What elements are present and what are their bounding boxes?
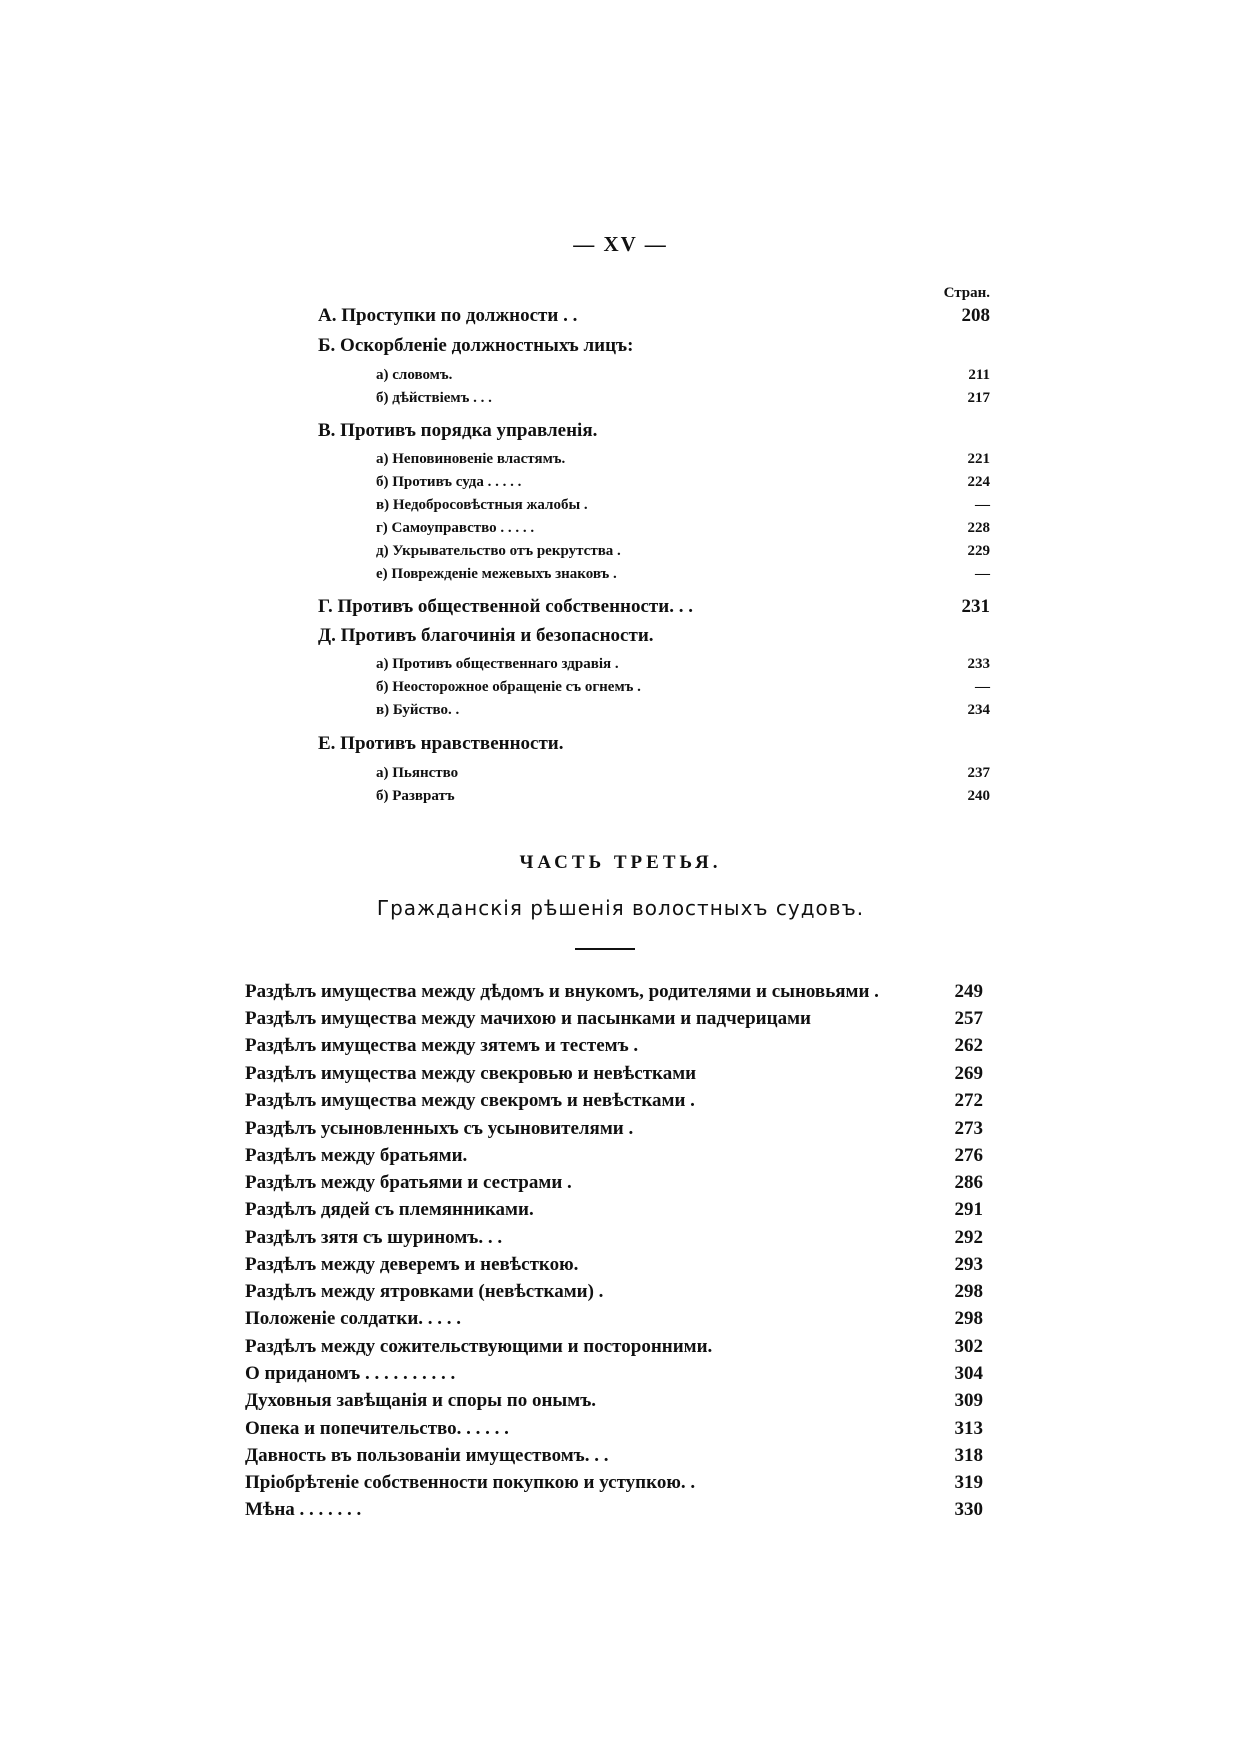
toc-label: Раздѣлъ дядей съ племянниками. [245,1199,534,1220]
toc-page: 298 [954,1308,983,1329]
toc-entry [376,474,990,491]
toc-label: Раздѣлъ имущества между дѣдомъ и внукомъ, родителями и сыновьями . [245,981,879,1002]
toc-entry [318,596,990,618]
toc-entry [245,1472,983,1494]
toc-label: Раздѣлъ усыновленныхъ съ усыновителями . [245,1118,634,1139]
toc-label: Раздѣлъ между ятровками (невѣстками) . [245,1281,604,1302]
toc-entry [245,1227,983,1249]
toc-entry [376,788,990,805]
toc-label: Давность въ пользованіи имуществомъ. . . [245,1445,609,1466]
toc-entry [245,1035,983,1057]
toc-entry [245,1145,983,1167]
toc-entry [245,1281,983,1303]
toc-label: В. Противъ порядка управленія. [318,420,598,441]
toc-label: д) Укрывательство отъ рекрутства . [376,543,621,559]
toc-label: Положеніе солдатки. . . . . [245,1308,462,1329]
toc-label: в) Буйство. . [376,702,460,718]
toc-entry [376,390,990,407]
toc-label: Раздѣлъ между деверемъ и невѣсткою. [245,1254,579,1275]
toc-label: Г. Противъ общественной собственности. . . [318,596,693,617]
toc-page: 233 [967,656,990,672]
toc-page: 292 [954,1227,983,1248]
toc-entry [376,543,990,560]
toc-entry [318,335,990,357]
toc-label: б) Противъ суда . . . . . [376,474,522,490]
toc-entry [376,451,990,468]
toc-entry [245,1254,983,1276]
toc-entry [376,520,990,537]
toc-page: 272 [954,1090,983,1111]
toc-label: б) Неосторожное обращеніе съ огнемъ . [376,679,641,695]
toc-entry [245,1308,983,1330]
toc-entry [318,625,990,647]
toc-page: 237 [967,765,990,781]
toc-label: Д. Противъ благочинія и безопасности. [318,625,654,646]
toc-label: А. Проступки по должности . . [318,305,578,326]
toc-page: 211 [968,367,990,383]
page-number: — XV — [573,232,668,256]
toc-label: Пріобрѣтеніе собственности покупкою и уступкою. . [245,1472,696,1493]
toc-label: Раздѣлъ между сожительствующими и посторонними. [245,1336,713,1357]
toc-page: 208 [961,305,990,326]
toc-page: 302 [954,1336,983,1357]
toc-entry [245,981,983,1003]
toc-label: б) Развратъ [376,788,455,804]
toc-page: 221 [967,451,990,467]
toc-page: 234 [967,702,990,718]
toc-page: 262 [954,1035,983,1056]
toc-entry [245,1390,983,1412]
part-title: ЧАСТЬ ТРЕТЬЯ. [519,852,722,873]
toc-page: 318 [954,1445,983,1466]
toc-entry [376,497,990,514]
toc-label: б) дѣйствіемъ . . . [376,390,492,406]
toc-label: Духовныя завѣщанія и споры по онымъ. [245,1390,597,1411]
part-subtitle: Гражданскія рѣшенія волостныхъ судовъ. [376,896,865,920]
toc-label: Раздѣлъ имущества между зятемъ и тестемъ . [245,1035,639,1056]
toc-page: 273 [954,1118,983,1139]
toc-entry [376,656,990,673]
toc-entry [245,1499,983,1521]
toc-entry [245,1063,983,1085]
toc-entry [245,1336,983,1358]
toc-page: 304 [954,1363,983,1384]
toc-page: 313 [954,1418,983,1439]
toc-label: Раздѣлъ зятя съ шуриномъ. . . [245,1227,503,1248]
toc-page: — [975,566,990,582]
page-column-label: Стран. [943,285,990,301]
toc-label: Раздѣлъ имущества между мачихою и пасынками и падчерицами [245,1008,811,1029]
toc-page: 298 [954,1281,983,1302]
toc-page: 269 [954,1063,983,1084]
toc-page: 231 [961,596,990,617]
toc-label: а) Противъ общественнаго здравія . [376,656,619,672]
toc-label: а) Пьянство [376,765,459,781]
toc-label: Опека и попечительство. . . . . . [245,1418,509,1439]
toc-entry [245,1008,983,1030]
toc-label: Е. Противъ нравственности. [318,733,564,754]
toc-page: 217 [967,390,990,406]
toc-label: О приданомъ . . . . . . . . . . [245,1363,456,1384]
toc-entry [245,1199,983,1221]
toc-entry [245,1363,983,1385]
toc-label: Раздѣлъ имущества между свекромъ и невѣстками . [245,1090,695,1111]
toc-entry [376,367,990,384]
toc-page: 319 [954,1472,983,1493]
toc-page: 286 [954,1172,983,1193]
toc-page: 224 [967,474,990,490]
toc-label: е) Поврежденіе межевыхъ знаковъ . [376,566,617,582]
toc-label: Раздѣлъ между братьями и сестрами . [245,1172,572,1193]
toc-page: 330 [954,1499,983,1520]
toc-page: — [975,679,990,695]
toc-entry [245,1418,983,1440]
toc-page: 276 [954,1145,983,1166]
toc-page: 291 [954,1199,983,1220]
toc-entry [245,1090,983,1112]
divider [575,948,635,950]
toc-label: Раздѣлъ имущества между свекровью и невѣстками [245,1063,697,1084]
toc-entry [245,1118,983,1140]
toc-page: 249 [954,981,983,1002]
toc-entry [376,765,990,782]
toc-label: а) Неповиновеніе властямъ. [376,451,566,467]
toc-label: г) Самоуправство . . . . . [376,520,535,536]
toc-entry [245,1445,983,1467]
toc-entry [245,1172,983,1194]
toc-entry [318,733,990,755]
toc-label: Раздѣлъ между братьями. [245,1145,468,1166]
toc-page: 228 [967,520,990,536]
toc-label: в) Недобросовѣстныя жалобы . [376,497,588,513]
toc-label: а) словомъ. [376,367,453,383]
toc-page: 309 [954,1390,983,1411]
toc-page: 293 [954,1254,983,1275]
toc-page: 257 [954,1008,983,1029]
toc-entry [376,679,990,696]
toc-entry [318,305,990,327]
toc-page: 229 [967,543,990,559]
toc-label: Б. Оскорбленіе должностныхъ лицъ: [318,335,634,356]
toc-page: — [975,497,990,513]
toc-label: Мѣна . . . . . . . [245,1499,362,1520]
toc-entry [318,420,990,442]
toc-page: 240 [967,788,990,804]
toc-entry [376,702,990,719]
toc-entry [376,566,990,583]
